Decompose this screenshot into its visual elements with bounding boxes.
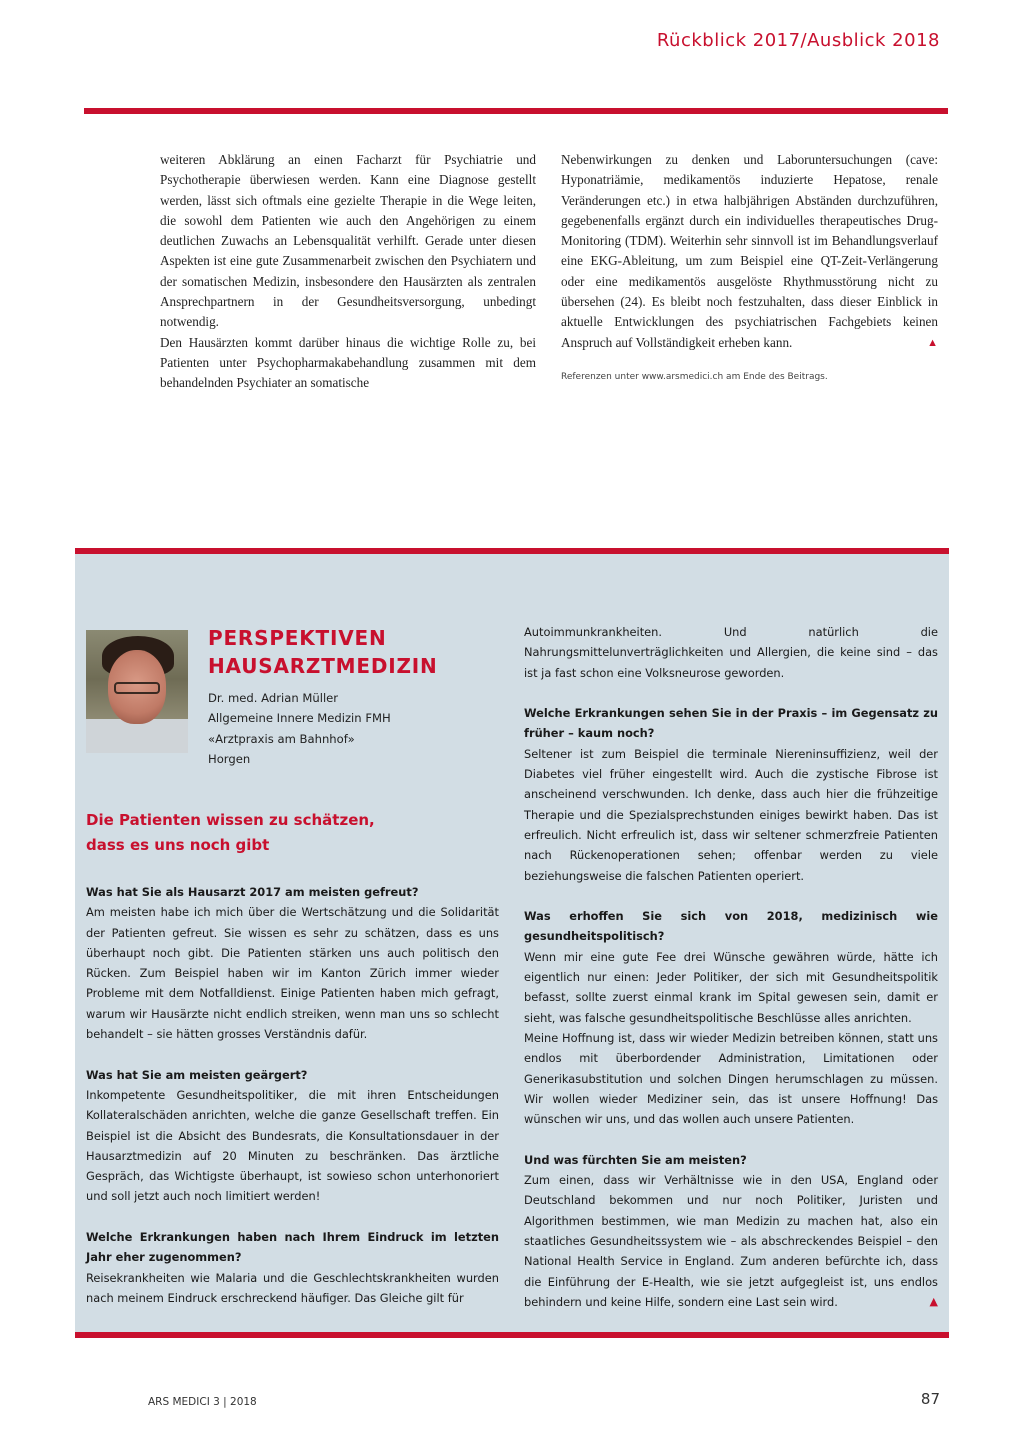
author-photo bbox=[86, 630, 188, 753]
end-mark-icon: ▲ bbox=[929, 1294, 938, 1308]
article-column-right bbox=[561, 150, 938, 387]
box-title-line: PERSPEKTIVEN bbox=[208, 626, 387, 650]
interview-question: Was hat Sie als Hausarzt 2017 am meisten gefreut? bbox=[86, 885, 419, 899]
interview-question: Welche Erkrankungen sehen Sie in der Praxis – im Gegensatz zu früher – kaum noch? bbox=[524, 706, 938, 741]
interview-question: Welche Erkrankungen haben nach Ihrem Eindruck im letzten Jahr eher zugenommen? bbox=[86, 1230, 499, 1265]
answer-text: Zum einen, dass wir Verhältnisse wie in den USA, England oder Deutschland bekommen und nur noch Politiker, Juristen und Algorithmen bestimmen, wie man Medizin zu machen hat, also ein staatliches Gesundheitssystem wie – als abschreckendes Beispiel – den National Health Service in England. Zum anderen befürchte ich, dass die Einführung der E-Health, wie sie jetzt aufgegleist ist, uns endlos behindern und keine Hilfe, sondern eine Last sein wird. bbox=[524, 1173, 938, 1309]
header-rule bbox=[84, 108, 948, 114]
running-header: Rückblick 2017/Ausblick 2018 bbox=[656, 30, 940, 51]
interview-answer: Autoimmunkrankheiten. Und natürlich die Nahrungsmittelunverträglichkeiten und Allergien, die keine sind – das ist ja fast schon eine Volksneurose geworden. bbox=[524, 625, 938, 680]
interview-question: Und was fürchten Sie am meisten? bbox=[524, 1152, 747, 1167]
end-mark-icon: ▲ bbox=[927, 336, 938, 349]
interview-answer: Meine Hoffnung ist, dass wir wieder Medizin betreiben können, statt uns endlos mit überbordender Administration, Limitationen oder Generikasubstitution und solchen Dingen herumschlagen zu müssen. Wir wollen wieder Mediziner sein, das ist unsere Hoffnung! Das wünschen wir uns, und das wollen auch unsere Patienten. bbox=[524, 1030, 938, 1127]
references-note: Referenzen unter www.arsmedici.ch am Ende des Beitrags. bbox=[561, 371, 828, 382]
box-top-rule bbox=[75, 548, 949, 554]
author-info bbox=[208, 688, 391, 769]
interview-subtitle bbox=[86, 808, 375, 858]
author-name: Dr. med. Adrian Müller bbox=[208, 691, 339, 705]
interview-question: Was erhoffen Sie sich von 2018, medizinisch wie gesundheitspolitisch? bbox=[524, 909, 938, 944]
interview-question: Was hat Sie am meisten geärgert? bbox=[86, 1067, 308, 1082]
subtitle-line: dass es uns noch gibt bbox=[86, 836, 270, 854]
box-bottom-rule bbox=[75, 1332, 949, 1338]
box-title-line: HAUSARZTMEDIZIN bbox=[208, 654, 438, 678]
article-paragraph: weiteren Abklärung an einen Facharzt für Psychiatrie und Psychotherapie überwiesen werden. Kann eine Diagnose gestellt werden, lässt sich oftmals eine gezielte Therapie in die Wege leiten, die sowohl dem Patienten wie auch den Angehörigen zu einem deutlichen Zuwachs an Lebensqualität verhilft. Gerade unter diesen Aspekten ist eine gute Zusammenarbeit zwischen den Psychiatern und der somatischen Medizin, insbesondere den Hausärzten als zentralen Ansprechpartnern in der Gesundheitsversorgung, unbedingt notwendig. bbox=[160, 152, 536, 330]
interview-answer: Wenn mir eine gute Fee drei Wünsche gewähren würde, hätte ich eigentlich nur einen: Jeder Politiker, der sich mit Gesundheitspolitik befasst, sollte zuerst einmal krank im Spital gewesen sein, damit er sieht, was falsche gesundheitspolitische Beschlüsse alles anrichten. bbox=[524, 949, 938, 1025]
article-text: Nebenwirkungen zu denken und Laboruntersuchungen (cave: Hyponatriämie, medikamentös induzierte Hepatose, renale Veränderungen etc.) in etwa halbjährigen Abständen durchzuführen, gegebenenfalls ergänzt durch ein individuelles therapeutisches Drug-Monitoring (TDM). Weiterhin sehr sinnvoll ist im Behandlungsverlauf eine EKG-Ableitung, um zum Beispiel eine QT-Zeit-Verlängerung oder eine medikamentös ausgelöste Rhythmusstörung nicht zu übersehen (24). Es bleibt noch festzuhalten, dass dieser Einblick in aktuelle Entwicklungen des psychiatrischen Fachgebiets keinen Anspruch auf Vollständigkeit erheben kann. bbox=[561, 152, 938, 350]
page-number: 87 bbox=[920, 1390, 940, 1408]
interview-answer bbox=[524, 1170, 938, 1312]
interview-answer: Inkompetente Gesundheitspolitiker, die mit ihren Entscheidungen Kollateralschäden anrichten, welche die ganze Gesellschaft treffen. Ein Beispiel ist die Absicht des Bundesrats, die Konsultationsdauer in der Hausarztmedizin auf 20 Minuten zu beschränken. Das ärztliche Gespräch, das Wichtigste überhaupt, ist sowieso schon unterhonoriert und soll jetzt auch noch limitiert werden! bbox=[86, 1087, 499, 1204]
interview-column-right bbox=[524, 622, 938, 1312]
interview-answer: Seltener ist zum Beispiel die terminale Niereninsuffizienz, weil der Diabetes viel früher eingestellt wird. Auch die zystische Fibrose ist anscheinend verschwunden. Ich denke, dass auch hier die frühzeitige Therapie und die Spezialsprechstunden einiges bewirkt haben. Das ist erfreulich. Nicht erfreulich ist, dass wir seltener schmerzfreie Patienten nach Rückenoperationen sehen; offenbar werden zu viele beziehungsweise die falschen Patienten operiert. bbox=[524, 746, 938, 883]
interview-column-left bbox=[86, 882, 499, 1308]
interview-answer: Am meisten habe ich mich über die Wertschätzung und die Solidarität der Patienten gefreut. Sie wissen es sehr zu schätzen, dass es uns überhaupt noch gibt. Die Patienten stärken uns auch politisch den Rücken. Zum Beispiel haben wir im Kanton Zürich immer wieder Probleme mit dem Notfalldienst. Einige Patienten haben mich gefragt, warum wir Hausärzte nicht endlich streiken, wenn man uns so schlecht behandelt – sie hätten grosses Verständnis dafür. bbox=[86, 905, 499, 1042]
author-practice: «Arztpraxis am Bahnhof» bbox=[208, 731, 355, 746]
author-specialty: Allgemeine Innere Medizin FMH bbox=[208, 711, 391, 726]
article-column-left bbox=[160, 150, 536, 394]
author-city: Horgen bbox=[208, 751, 251, 766]
box-title bbox=[208, 624, 438, 680]
article-paragraph bbox=[561, 150, 938, 353]
article-paragraph: Den Hausärzten kommt darüber hinaus die wichtige Rolle zu, bei Patienten unter Psychopharmakabehandlung zusammen mit dem behandelnden Psychiater an somatische bbox=[160, 334, 536, 391]
journal-footer: ARS MEDICI 3 | 2018 bbox=[148, 1396, 257, 1408]
interview-answer: Reisekrankheiten wie Malaria und die Geschlechtskrankheiten wurden nach meinem Eindruck erschreckend häufiger. Das Gleiche gilt für bbox=[86, 1270, 499, 1305]
subtitle-line: Die Patienten wissen zu schätzen, bbox=[86, 811, 375, 829]
